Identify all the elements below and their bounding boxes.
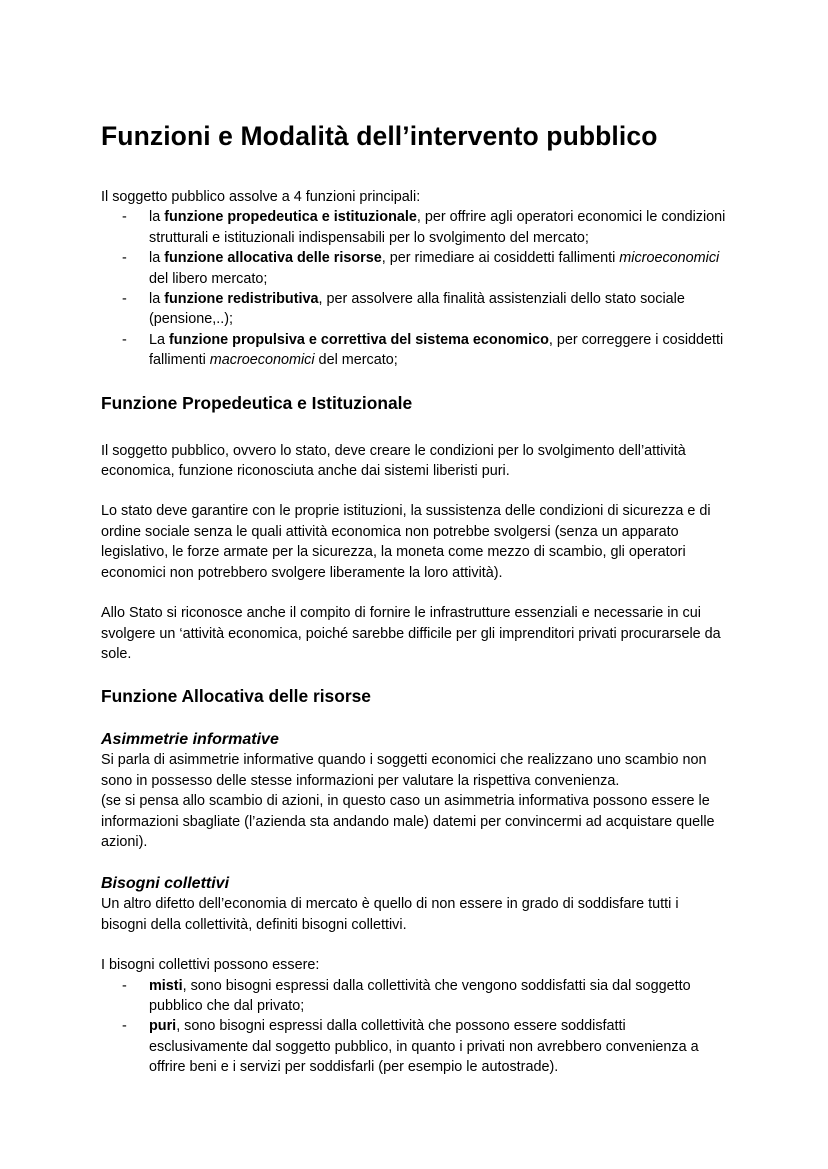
bullet-dash: -: [122, 250, 127, 267]
document-title: Funzioni e Modalità dell’intervento pubblico: [101, 121, 658, 151]
section-heading: Funzione Allocativa delle risorse: [101, 686, 371, 707]
paragraph: Lo stato deve garantire con le proprie istituzioni, la sussistenza delle condizioni di sicurezza e di ordine sociale senza le quali attività economica non potrebbe svolgersi (senza un apparato legislativo, le forze armate per la sicurezza, la moneta come mezzo di scambio, gli operatori economici non potrebbero svolgere liberamente la loro attività).: [101, 503, 711, 581]
section-heading: Funzione Propedeutica e Istituzionale: [101, 392, 413, 413]
list-item: - La funzione propulsiva e correttiva del sistema economico, per correggere i cosiddetti fallimenti macroeconomici del mercato;: [122, 331, 724, 369]
paragraph: Si parla di asimmetrie informative quando i soggetti economici che realizzano uno scambio non sono in possesso delle stesse informazioni per valutare la rispettiva convenienza.: [101, 752, 707, 789]
bullet-dash: -: [122, 977, 127, 994]
intro-paragraph: Il soggetto pubblico assolve a 4 funzioni principali:: [101, 189, 421, 205]
bullet-dash: -: [122, 1018, 127, 1035]
subsection-heading: Bisogni collettivi: [101, 875, 230, 893]
subsection-heading: Asimmetrie informative: [101, 731, 279, 749]
list-item: - misti, sono bisogni espressi dalla collettività che vengono soddisfatti sia dal soggetto pubblico che dal privato;: [122, 977, 691, 1014]
list-item: - la funzione redistributiva, per assolvere alla finalità assistenziali dello stato sociale (pensione,..);: [122, 291, 685, 328]
bullet-dash: -: [122, 291, 127, 308]
paragraph: Allo Stato si riconosce anche il compito di fornire le infrastrutture essenziali e necessarie in cui svolgere un ‘attività economica, poiché sarebbe difficile per gli imprenditori privati procurarsele da sole.: [101, 605, 721, 662]
bullet-dash: -: [122, 331, 127, 348]
list-item: - puri, sono bisogni espressi dalla collettività che possono essere soddisfatti esclusivamente dal soggetto pubblico, in quanto i privati non avrebbero convenienza a offrire beni e i servizi per soddisfarli (per esempio le autostrade).: [122, 1018, 699, 1076]
list-item: - la funzione propedeutica e istituzionale, per offrire agli operatori economici le condizioni strutturali e istituzionali indispensabili per lo svolgimento del mercato;: [122, 209, 726, 246]
paragraph: Un altro difetto dell’economia di mercato è quello di non essere in grado di soddisfare tutti i bisogni della collettività, definiti bisogni collettivi.: [101, 896, 679, 933]
paragraph: (se si pensa allo scambio di azioni, in questo caso un asimmetria informativa possono essere le informazioni sbagliate (l’azienda sta andando male) datemi per convincermi ad acquistare quelle azioni).: [101, 793, 715, 850]
needs-list: [101, 976, 728, 1078]
paragraph: I bisogni collettivi possono essere:: [101, 957, 320, 974]
list-item: - la funzione allocativa delle risorse, per rimediare ai cosiddetti fallimenti microeconomici del libero mercato;: [122, 250, 720, 287]
paragraph: Il soggetto pubblico, ovvero lo stato, deve creare le condizioni per lo svolgimento dell’attività economica, funzione riconosciuta anche dai sistemi liberisti puri.: [101, 442, 686, 480]
bullet-dash: -: [122, 209, 127, 226]
functions-list: [101, 207, 728, 370]
